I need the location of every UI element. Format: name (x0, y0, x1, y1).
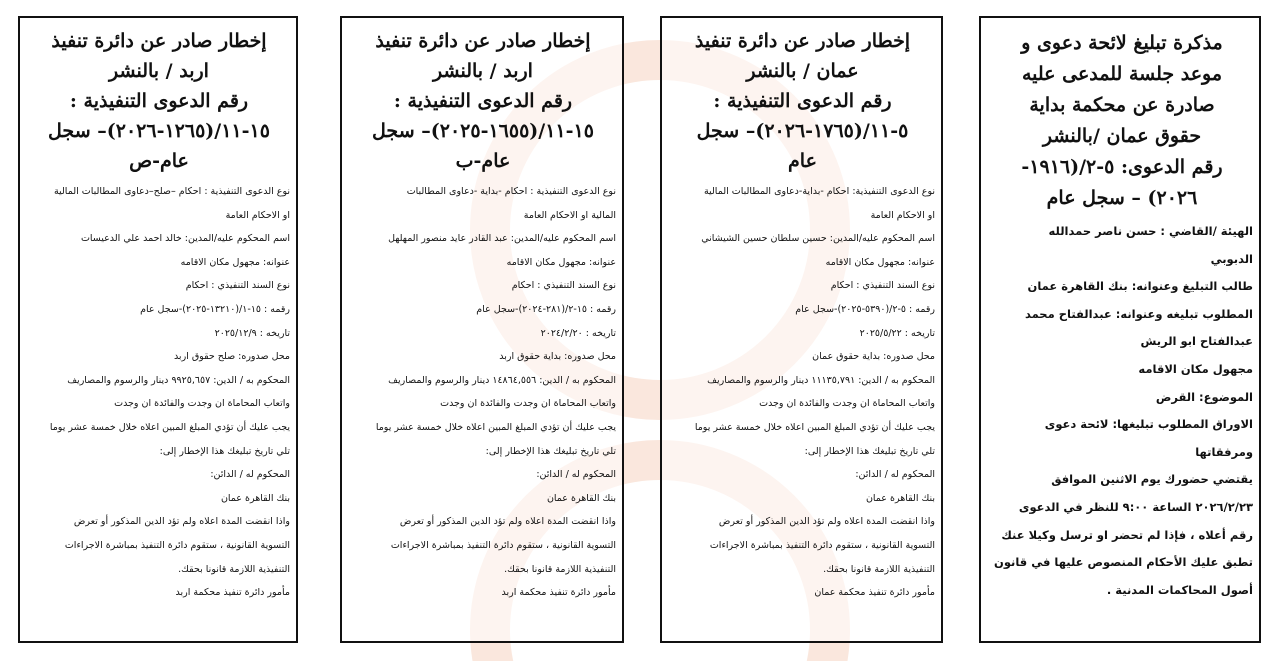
body-line: محل صدوره: بداية حقوق اربد (499, 351, 616, 363)
body-line: المحكوم له / الدائن: (855, 469, 935, 481)
body-line: او الاحكام العامة (870, 209, 935, 221)
title-line: ١٥-١١/(١٢٦٥-٢٠٢٦)– سجل (48, 120, 270, 142)
body-line: او الاحكام العامة (225, 209, 290, 221)
notice-title (670, 26, 935, 176)
title-line: ٢٠٢٦) – سجل عام (1046, 187, 1198, 209)
title-line: عمان / بالنشر (746, 60, 859, 82)
body-line: عنوانه: مجهول مكان الاقامه (506, 256, 616, 268)
body-line: طالب التبليغ وعنوانه: بنك القاهرة عمان (1027, 279, 1253, 294)
body-line: التنفيذية اللازمة قانونا بحقك. (178, 563, 290, 575)
body-line: ومرفقاتها (1195, 444, 1253, 459)
notice-body (991, 218, 1253, 604)
body-line: المحكوم به / الدين: ١١١٣٥,٧٩١ دينار والرسوم والمصاريف (707, 374, 935, 386)
body-line: نوع الدعوى التنفيذية : احكام -بداية -دعاوى المطالبات (406, 186, 616, 197)
body-line: تلي تاريخ تبليغك هذا الإخطار إلى: (804, 445, 935, 457)
body-line: تطبق عليك الأحكام المنصوص عليها في قانون (994, 555, 1253, 570)
body-line: نوع الدعوى التنفيذية: احكام -بداية-دعاوى المطالبات المالية (703, 186, 935, 197)
title-line: عام-ص (129, 150, 189, 172)
body-line: واذا انقضت المدة اعلاه ولم تؤد الدين المذكور أو تعرض (718, 516, 935, 528)
body-line: رقمه : ١٥-٢/(٢٨١-٢٠٢٤)-سجل عام (476, 303, 616, 315)
body-line: اسم المحكوم عليه/المدين: خالد احمد علي الدعيسات (80, 233, 290, 245)
body-line: نوع السند التنفيذي : احكام (830, 280, 935, 292)
body-line: نوع الدعوى التنفيذية : احكام –صلح–دعاوى المطالبات المالية (53, 186, 290, 197)
body-line: الموضوع: القرض (1155, 389, 1253, 404)
body-line: تاريخه : ٢٠٢٥/٥/٢٢ (859, 327, 935, 339)
notice-amman-execution (660, 16, 943, 643)
title-line: رقم الدعوى التنفيذية : (393, 90, 573, 112)
body-line: رقم أعلاه ، فإذا لم تحضر او ترسل وكيلا عنك (1001, 527, 1253, 542)
body-line: اسم المحكوم عليه/المدين: عبد القادر عايد منصور المهلهل (388, 233, 616, 245)
title-line: ٥-١١/(١٧٦٥-٢٠٢٦)– سجل (696, 120, 909, 142)
body-line: رقمه : ٥-٢/(٥٣٩٠-٢٠٢٥)-سجل عام (795, 303, 935, 315)
notice-title (28, 26, 290, 176)
notice-court-memo (979, 16, 1261, 643)
notice-body (670, 180, 935, 605)
body-line: تلي تاريخ تبليغك هذا الإخطار إلى: (485, 445, 616, 457)
title-line: اربد / بالنشر (433, 60, 533, 82)
title-line: حقوق عمان /بالنشر (1042, 125, 1202, 147)
body-line: يجب عليك أن تؤدي المبلغ المبين اعلاه خلال خمسة عشر يوما (375, 421, 616, 433)
body-line: نوع السند التنفيذي : احكام (185, 280, 290, 292)
body-line: مأمور دائرة تنفيذ محكمة اربد (175, 587, 290, 599)
body-line: المحكوم له / الدائن: (210, 469, 290, 481)
body-line: بنك القاهرة عمان (220, 492, 290, 504)
body-line: عنوانه: مجهول مكان الاقامه (180, 256, 290, 268)
body-line: عنوانه: مجهول مكان الاقامه (825, 256, 935, 268)
body-line: عبدالفتاح ابو الريش (1140, 334, 1253, 349)
body-line: بنك القاهرة عمان (546, 492, 616, 504)
body-line: مجهول مكان الاقامه (1138, 361, 1253, 376)
body-line: المطلوب تبليغه وعنوانه: عبدالفتاح محمد (1024, 306, 1253, 321)
body-line: التسوية القانونية ، ستقوم دائرة التنفيذ بمباشرة الاجراءات (64, 539, 290, 551)
body-line: أصول المحاكمات المدنية . (1106, 582, 1253, 597)
body-line: الاوراق المطلوب تبليغها: لائحة دعوى (1044, 417, 1253, 432)
body-line: رقمه : ١٥-١/(١٣٢١٠-٢٠٢٥)-سجل عام (140, 303, 290, 315)
title-line: اربد / بالنشر (109, 60, 209, 82)
body-line: واتعاب المحاماة ان وجدت والفائدة ان وجدت (114, 398, 290, 410)
body-line: تاريخه : ٢٠٢٤/٢/٢٠ (540, 327, 616, 339)
title-line: رقم الدعوى التنفيذية : (69, 90, 249, 112)
body-line: مأمور دائرة تنفيذ محكمة اربد (501, 587, 616, 599)
body-line: التنفيذية اللازمة قانونا بحقك. (504, 563, 616, 575)
title-line: موعد جلسة للمدعى عليه (1021, 63, 1223, 85)
notice-title (350, 26, 616, 176)
body-line: واذا انقضت المدة اعلاه ولم تؤد الدين المذكور أو تعرض (399, 516, 616, 528)
body-line: اسم المحكوم عليه/المدين: حسين سلطان حسين الشيشاني (701, 233, 935, 245)
title-line: إخطار صادر عن دائرة تنفيذ (51, 30, 267, 52)
body-line: التسوية القانونية ، ستقوم دائرة التنفيذ بمباشرة الاجراءات (709, 539, 935, 551)
body-line: الدبوبي (1210, 251, 1253, 266)
title-line: عام (788, 150, 817, 172)
title-line: رقم الدعوى التنفيذية : (713, 90, 892, 112)
body-line: المحكوم به / الدين: ٩٩٢٥,٦٥٧ دينار والرسوم والمصاريف (67, 374, 290, 386)
notice-body (28, 180, 290, 605)
notice-irbid-execution-s (18, 16, 298, 643)
body-line: بنك القاهرة عمان (865, 492, 935, 504)
body-line: المحكوم به / الدين: ١٤٨٦٤,٥٥٦ دينار والرسوم والمصاريف (388, 374, 616, 386)
title-line: عام-ب (455, 150, 511, 172)
body-line: ٢٠٢٦/٢/٢٣ الساعة ٩:٠٠ للنظر في الدعوى (1018, 499, 1253, 514)
body-line: الهيئة /القاضي : حسن ناصر حمدالله (1048, 224, 1253, 238)
body-line: يقتضي حضورك يوم الاثنين الموافق (1051, 472, 1253, 487)
title-line: ١٥-١١/(١٦٥٥-٢٠٢٥)– سجل (372, 120, 594, 142)
body-line: واتعاب المحاماة ان وجدت والفائدة ان وجدت (440, 398, 616, 410)
title-line: إخطار صادر عن دائرة تنفيذ (694, 30, 911, 52)
title-line: مذكرة تبليغ لائحة دعوى و (1021, 32, 1223, 54)
notice-irbid-execution-b (340, 16, 624, 643)
body-line: تلي تاريخ تبليغك هذا الإخطار إلى: (159, 445, 290, 457)
body-line: واتعاب المحاماة ان وجدت والفائدة ان وجدت (759, 398, 935, 410)
notice-title (991, 28, 1253, 214)
body-line: واذا انقضت المدة اعلاه ولم تؤد الدين المذكور أو تعرض (73, 516, 290, 528)
body-line: المحكوم له / الدائن: (536, 469, 616, 481)
body-line: محل صدوره: صلح حقوق اربد (173, 351, 290, 363)
body-line: المالية او الاحكام العامة (523, 209, 616, 221)
body-line: محل صدوره: بداية حقوق عمان (812, 351, 935, 363)
body-line: مأمور دائرة تنفيذ محكمة عمان (814, 587, 935, 599)
body-line: يجب عليك أن تؤدي المبلغ المبين اعلاه خلال خمسة عشر يوما (694, 421, 935, 433)
body-line: يجب عليك أن تؤدي المبلغ المبين اعلاه خلال خمسة عشر يوما (49, 421, 290, 433)
notice-body (350, 180, 616, 605)
body-line: التسوية القانونية ، ستقوم دائرة التنفيذ بمباشرة الاجراءات (390, 539, 616, 551)
title-line: إخطار صادر عن دائرة تنفيذ (375, 30, 591, 52)
title-line: صادرة عن محكمة بداية (1029, 94, 1215, 116)
title-line: رقم الدعوى: ٥-٢/(١٩١٦- (1021, 156, 1223, 178)
body-line: تاريخه : ٢٠٢٥/١٢/٩ (214, 327, 290, 339)
body-line: التنفيذية اللازمة قانونا بحقك. (823, 563, 935, 575)
body-line: نوع السند التنفيذي : احكام (511, 280, 616, 292)
